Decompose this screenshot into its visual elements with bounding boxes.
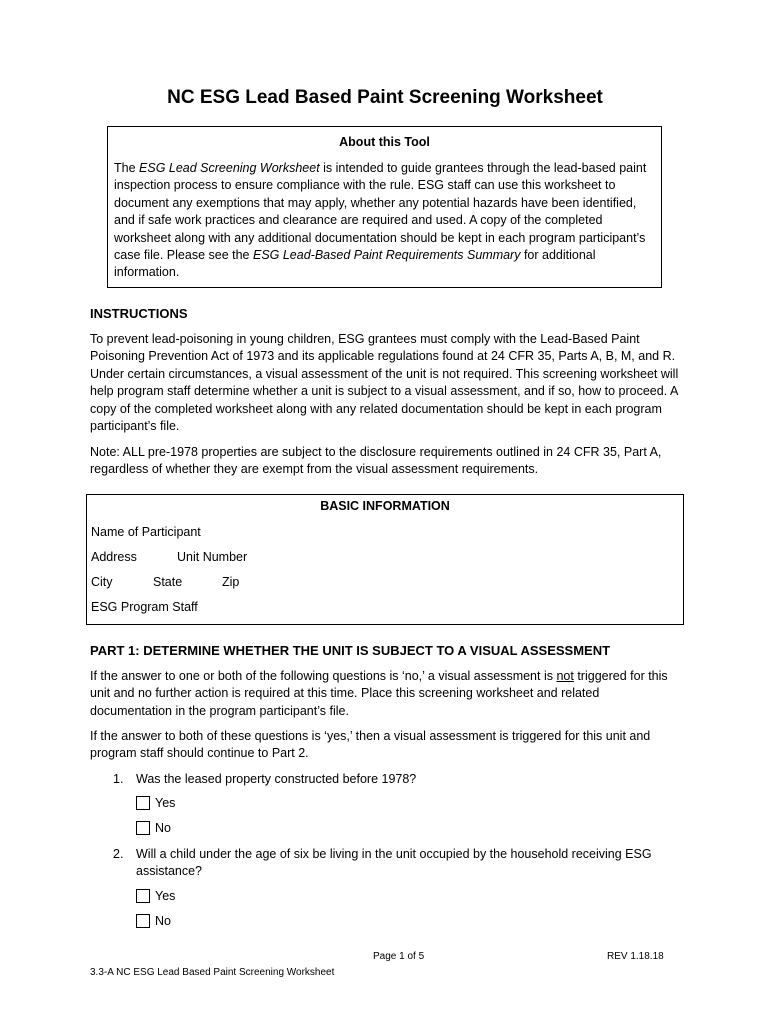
about-text-part: is intended to guide grantees through the lead-based paint inspection process to ensure compliance with the rule. ESG staff can use this worksheet to document any exemptions that may apply, whether any potential hazards have been identified, and if safe work practices and clearance are required and used. A copy of the completed worksheet along with any additional documentation should be kept in each program participant’s case file. Please see the bbox=[114, 161, 647, 263]
state-field[interactable]: State bbox=[153, 575, 183, 589]
question-text: Will a child under the age of six be living in the unit occupied by the household receiving ESG assistance? bbox=[136, 847, 652, 879]
question-number: 1. bbox=[113, 772, 124, 786]
q2-yes-checkbox[interactable] bbox=[136, 889, 150, 903]
q1-yes-option[interactable] bbox=[136, 796, 175, 810]
about-text-emphasis: ESG Lead-Based Paint Requirements Summary bbox=[252, 248, 521, 263]
about-text-part: The bbox=[114, 161, 140, 175]
part1-paragraph-1 bbox=[90, 668, 680, 720]
q1-yes-label: Yes bbox=[155, 796, 176, 810]
about-text-part: for additional information. bbox=[114, 248, 596, 280]
part1-text-part: If the answer to one or both of the following questions is ‘no,’ a visual assessment is bbox=[90, 669, 557, 683]
basic-information-box bbox=[86, 494, 684, 625]
q1-no-label: No bbox=[155, 821, 171, 835]
about-text bbox=[114, 160, 659, 282]
q2-no-checkbox[interactable] bbox=[136, 914, 150, 928]
revision-label: REV 1.18.18 bbox=[607, 951, 664, 962]
disclosure-note: Note: ALL pre-1978 properties are subject to the disclosure requirements outlined in 24 CFR 35, Part A, regardless of whether they are exempt from the visual assessment requirements. bbox=[90, 445, 662, 477]
unit-number-field[interactable]: Unit Number bbox=[177, 550, 248, 564]
part1-not-underlined: not bbox=[556, 669, 574, 683]
part1-paragraph-2: If the answer to both of these questions is ‘yes,’ then a visual assessment is triggered for this unit and program staff should continue to Part 2. bbox=[90, 729, 651, 761]
about-tool-box bbox=[107, 126, 662, 288]
question-number: 2. bbox=[113, 847, 124, 861]
basic-info-heading: BASIC INFORMATION bbox=[320, 499, 450, 513]
footer-document-name: 3.3-A NC ESG Lead Based Paint Screening Worksheet bbox=[90, 967, 335, 978]
q2-no-option[interactable] bbox=[136, 914, 171, 928]
instructions-heading: INSTRUCTIONS bbox=[90, 306, 188, 321]
about-heading: About this Tool bbox=[339, 135, 430, 149]
instructions-paragraph: To prevent lead-poisoning in young children, ESG grantees must comply with the Lead-Based Paint Poisoning Prevention Act of 1973 and its applicable regulations found at 24 CFR 35, Parts A, B, M, and R. Under certain circumstances, a visual assessment of the unit is not required. This screening worksheet will help program staff determine whether a unit is subject to a visual assessment, and if so, how to proceed. A copy of the completed worksheet along with any related documentation should be kept in each program participant’s file. bbox=[90, 332, 679, 434]
program-staff-field[interactable]: ESG Program Staff bbox=[91, 600, 198, 614]
part1-text-part: triggered for this unit and no further action is required at this time. Place this screening worksheet and related documentation in the program participant’s file. bbox=[90, 669, 668, 718]
city-field[interactable]: City bbox=[91, 575, 113, 589]
zip-field[interactable]: Zip bbox=[222, 575, 240, 589]
participant-name-field[interactable]: Name of Participant bbox=[91, 525, 201, 539]
q2-yes-label: Yes bbox=[155, 889, 176, 903]
q1-yes-checkbox[interactable] bbox=[136, 796, 150, 810]
address-field[interactable]: Address bbox=[91, 550, 137, 564]
page-number: Page 1 of 5 bbox=[373, 951, 425, 962]
question-text: Was the leased property constructed before 1978? bbox=[136, 772, 417, 786]
document-title: NC ESG Lead Based Paint Screening Worksheet bbox=[167, 87, 603, 108]
q2-yes-option[interactable] bbox=[136, 889, 175, 903]
q2-no-label: No bbox=[155, 914, 171, 928]
about-text-emphasis: ESG Lead Screening Worksheet bbox=[139, 161, 320, 175]
q1-no-option[interactable] bbox=[136, 821, 171, 835]
q1-no-checkbox[interactable] bbox=[136, 821, 150, 835]
part1-heading: PART 1: DETERMINE WHETHER THE UNIT IS SUBJECT TO A VISUAL ASSESSMENT bbox=[90, 643, 611, 658]
